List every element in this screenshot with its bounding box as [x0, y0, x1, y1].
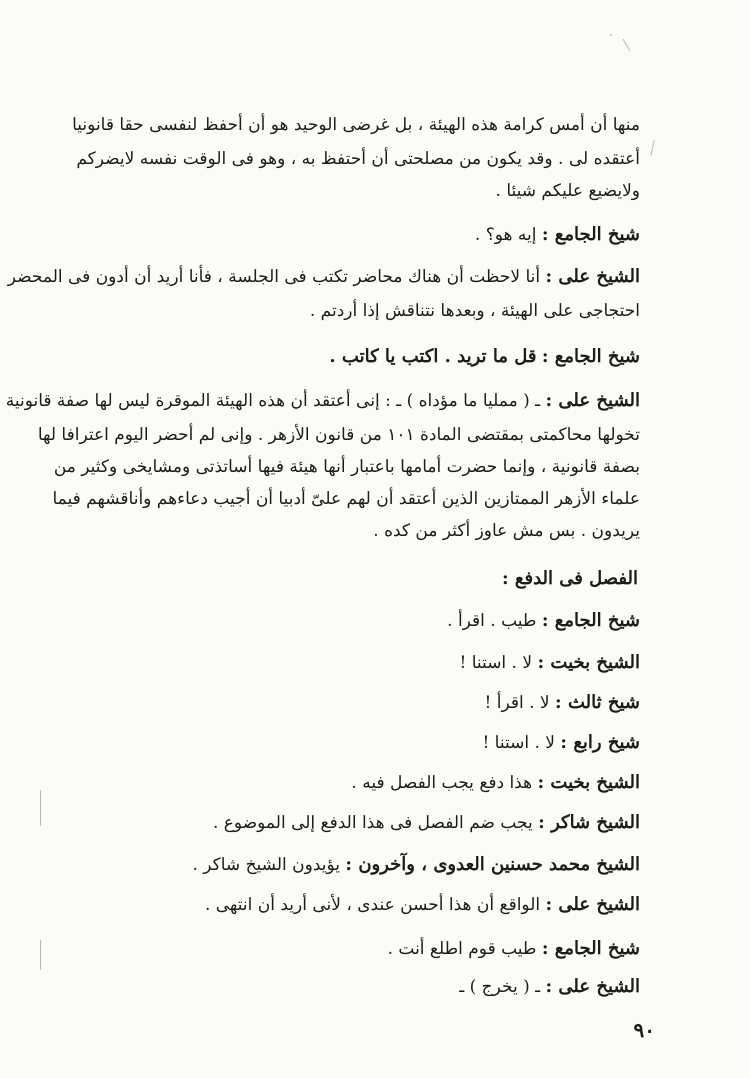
dialogue-line: شيخ رابع : لا . استنا !: [482, 732, 640, 753]
dialogue-line: الشيخ محمد حسنين العدوى ، وآخرون : يؤيدون الشيخ شاكر .: [192, 854, 640, 875]
speaker-name: الشيخ شاكر :: [538, 812, 640, 833]
section-heading: الفصل فى الدفع :: [501, 568, 638, 589]
scan-dot: [610, 34, 612, 36]
speaker-name: شيخ الجامع :: [541, 346, 640, 367]
speaker-name: شيخ الجامع :: [541, 224, 640, 245]
speaker-name: شيخ الجامع :: [541, 610, 640, 631]
dialogue-line: شيخ الجامع : طيب قوم اطلع أنت .: [387, 938, 640, 959]
text-line: بصفة قانونية ، وإنما حضرت أمامها باعتبار أنها هيئة فيها أساتذتى ومشايخى وكثير من: [53, 457, 640, 477]
speaker-name: شيخ ثالث :: [555, 692, 640, 713]
dialogue-line: الشيخ على : ـ ( ممليا ما مؤداه ) ـ : إنى أعتقد أن هذه الهيئة الموقرة ليس لها صفة قانونية: [5, 390, 640, 411]
speaker-name: الشيخ بخيت :: [537, 652, 640, 673]
dialogue-line: شيخ الجامع : قل ما تريد . اكتب يا كاتب .: [329, 346, 640, 367]
dialogue-line: شيخ ثالث : لا . اقرأ !: [484, 692, 640, 713]
text-line: تخولها محاكمتى بمقتضى المادة ١٠١ من قانون الأزهر . وإنى لم أحضر اليوم اعترافا لها: [37, 425, 640, 445]
speaker-name: شيخ رابع :: [560, 732, 640, 753]
text-line: احتجاجى على الهيئة ، وبعدها نتناقش إذا أردتم .: [309, 301, 640, 321]
speaker-name: الشيخ على :: [545, 266, 640, 287]
dialogue-line: شيخ الجامع : طيب . اقرأ .: [447, 610, 640, 631]
speaker-name: الشيخ على :: [545, 976, 640, 997]
dialogue-line: الشيخ على : ـ ( يخرج ) ـ: [459, 976, 640, 997]
dialogue-line: الشيخ بخيت : هذا دفع يجب الفصل فيه .: [351, 772, 640, 793]
dialogue-line: الشيخ شاكر : يجب ضم الفصل فى هذا الدفع إلى الموضوع .: [212, 812, 640, 833]
scan-mark: [650, 140, 654, 156]
text-line: علماء الأزهر الممتازين الذين أعتقد أن لهم علىّ أدبيا أن أجيب دعاءهم وأناقشهم فيما: [52, 489, 640, 509]
scan-mark: [40, 940, 41, 970]
text-line: أعتقده لى . وقد يكون من مصلحتى أن أحتفظ به ، وهو فى الوقت نفسه لايضركم: [76, 149, 640, 169]
text-line: ولايضيع عليكم شيئا .: [495, 181, 640, 201]
text-line: منها أن أمس كرامة هذه الهيئة ، بل غرضى الوحيد هو أن أحفظ لنفسى حقا قانونيا: [72, 115, 640, 135]
dialogue-line: شيخ الجامع : إيه هو؟ .: [474, 224, 640, 245]
text-line: يريدون . بس مش عاوز أكثر من كده .: [373, 521, 640, 541]
scan-mark: [623, 39, 631, 52]
speaker-name: الشيخ بخيت :: [537, 772, 640, 793]
speaker-name: الشيخ على :: [545, 894, 640, 915]
scan-mark: [40, 790, 41, 826]
speaker-name: شيخ الجامع :: [541, 938, 640, 959]
dialogue-line: الشيخ على : الواقع أن هذا أحسن عندى ، لأنى أريد أن انتهى .: [204, 894, 640, 915]
speaker-name: الشيخ محمد حسنين العدوى ، وآخرون :: [345, 854, 640, 875]
speaker-name: الشيخ على :: [545, 390, 640, 411]
dialogue-line: الشيخ بخيت : لا . استنا !: [459, 652, 640, 673]
dialogue-line: الشيخ على : أنا لاحظت أن هناك محاضر تكتب فى الجلسة ، فأنا أريد أن أدون فى المحضر: [7, 266, 640, 287]
page-number: ٩٠: [633, 1018, 655, 1042]
